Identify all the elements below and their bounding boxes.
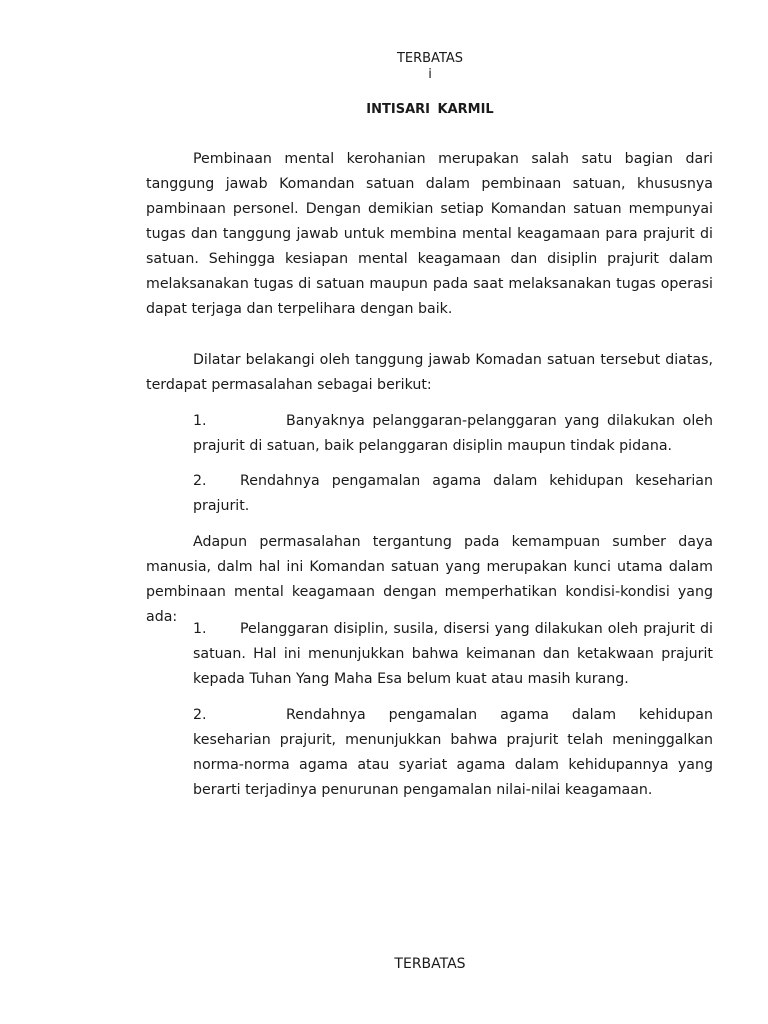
list-number: 2. [193,707,207,723]
list-number: 1. [193,621,207,637]
paragraph-text: Adapun permasalahan tergantung pada kemampuan sumber daya manusia, dalm hal ini Komandan satuan yang merupakan kunci utama dalam pembinaan mental keagamaan dengan memperhatikan kondisi-kondisi yang ada: [146,534,713,625]
list-item [193,617,713,692]
paragraph-intro [146,147,713,322]
paragraph-text: Dilatar belakangi oleh tanggung jawab Komadan satuan tersebut diatas, terdapat permasalahan sebagai berikut: [146,352,713,393]
document-title: INTISARI KARMIL [366,102,494,117]
list-text: Rendahnya pengamalan agama dalam kehidupan keseharian prajurit. [193,473,713,514]
list-item [193,703,713,803]
classification-footer: TERBATAS [394,956,466,972]
paragraph-text: Pembinaan mental kerohanian merupakan salah satu bagian dari tanggung jawab Komandan satuan dalam pembinaan satuan, khususnya pambinaan personel. Dengan demikian setiap Komandan satuan mempunyai tugas dan tanggung jawab untuk membina mental keagamaan para prajurit di satuan. Sehingga kesiapan mental keagamaan dan disiplin prajurit dalam melaksanakan tugas di satuan maupun pada saat melaksanakan tugas operasi dapat terjaga dan terpelihara dengan baik. [146,151,713,317]
list-item [193,469,713,519]
paragraph-conditions [146,530,713,630]
list-text: Rendahnya pengamalan agama dalam kehidupan keseharian prajurit, menunjukkan bahwa prajurit telah meninggalkan norma-norma agama atau syariat agama dalam kehidupannya yang berarti terjadinya penurunan pengamalan nilai-nilai keagamaan. [193,707,713,798]
list-text: Banyaknya pelanggaran-pelanggaran yang dilakukan oleh prajurit di satuan, baik pelanggaran disiplin maupun tindak pidana. [193,413,713,454]
classification-header: TERBATAS [396,51,464,66]
list-number: 2. [193,473,207,489]
paragraph-background [146,348,713,398]
list-text: Pelanggaran disiplin, susila, disersi yang dilakukan oleh prajurit di satuan. Hal ini menunjukkan bahwa keimanan dan ketakwaan prajurit kepada Tuhan Yang Maha Esa belum kuat atau masih kurang. [193,621,713,687]
list-item [193,409,713,459]
page-number: i [428,67,432,82]
list-number: 1. [193,413,207,429]
